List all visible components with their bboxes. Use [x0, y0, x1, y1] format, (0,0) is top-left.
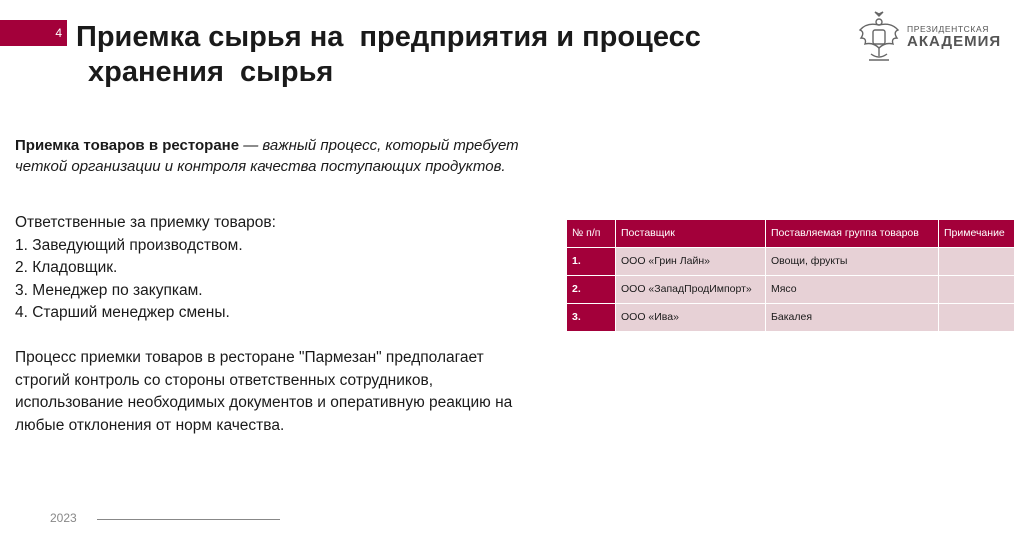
logo-text [907, 25, 1001, 51]
supplier-cell: ООО «ЗападПродИмпорт» [616, 276, 766, 304]
header-cell: Поставляемая группа товаров [766, 220, 939, 248]
note-cell [939, 248, 1015, 276]
academy-logo [857, 8, 1001, 68]
table-row [567, 248, 1015, 276]
table-row [567, 304, 1015, 332]
header-cell: № п/п [567, 220, 616, 248]
row-number-cell: 1. [567, 248, 616, 276]
responsible-item: 4. Старший менеджер смены. [15, 304, 230, 321]
slide-title [76, 20, 701, 90]
slide-number: 4 [55, 26, 62, 40]
table-header-row [567, 220, 1015, 248]
responsible-item: 2. Кладовщик. [15, 259, 118, 276]
intro-italic: — важный процесс, который требует четкой организации и контроля качества поступающих продуктов. [15, 137, 519, 175]
responsible-heading: Ответственные за приемку товаров: [15, 214, 276, 231]
goods-group-cell: Бакалея [766, 304, 939, 332]
header-cell: Примечание [939, 220, 1015, 248]
table-row [567, 276, 1015, 304]
supplier-cell: ООО «Грин Лайн» [616, 248, 766, 276]
responsible-item: 3. Менеджер по закупкам. [15, 281, 203, 299]
responsible-item: 1. Заведующий производством. [15, 236, 243, 254]
process-paragraph: Процесс приемки товаров в ресторане "Пармезан" предполагает строгий контроль со стороны ответственных сотрудников, использование необходимых документов и оперативную реакцию на любые отклонения от норм качества. [15, 349, 513, 434]
logo-line-1: ПРЕЗИДЕНТСКАЯ [907, 24, 989, 35]
goods-group-cell: Овощи, фрукты [766, 248, 939, 276]
row-number-cell: 2. [567, 276, 616, 304]
note-cell [939, 276, 1015, 304]
responsible-list [15, 212, 276, 325]
intro-paragraph [15, 135, 555, 177]
slide-title-line-2: хранения сырья [88, 56, 334, 88]
intro-bold: Приемка товаров в ресторане [15, 137, 240, 154]
slide-title-line-1: Приемка сырья на предприятия и процесс [76, 21, 701, 53]
note-cell [939, 304, 1015, 332]
eagle-emblem-icon [857, 10, 901, 66]
logo-line-2: АКАДЕМИЯ [907, 33, 1002, 51]
slide-number-badge [0, 20, 67, 46]
header-cell: Поставщик [616, 220, 766, 248]
goods-group-cell: Мясо [766, 276, 939, 304]
supplier-cell: ООО «Ива» [616, 304, 766, 332]
footer-year: 2023 [50, 511, 77, 525]
suppliers-table [566, 219, 1015, 332]
row-number-cell: 3. [567, 304, 616, 332]
footer-divider [97, 519, 280, 520]
